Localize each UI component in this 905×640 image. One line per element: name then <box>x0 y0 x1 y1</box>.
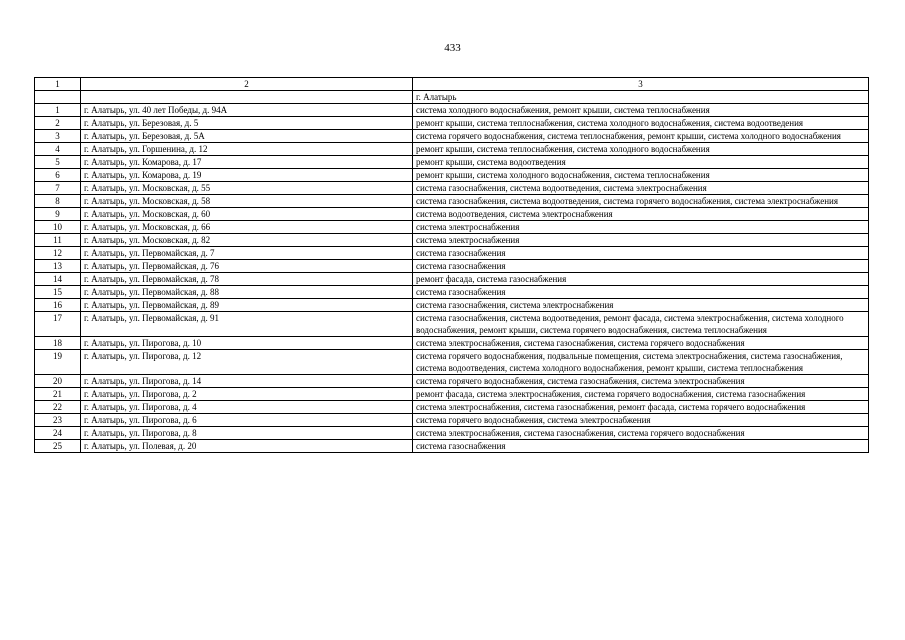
address-cell: г. Алатырь, ул. Пирогова, д. 14 <box>81 375 413 388</box>
works-cell: система электроснабжения, система газоснабжения, система горячего водоснабжения <box>413 337 869 350</box>
row-number-cell: 3 <box>35 130 81 143</box>
works-cell: система газоснабжения <box>413 286 869 299</box>
register-table <box>34 77 869 453</box>
row-number-cell: 11 <box>35 234 81 247</box>
works-cell: система газоснабжения, система электроснабжения <box>413 299 869 312</box>
table-row <box>35 234 869 247</box>
works-cell: система электроснабжения, система газоснабжения, система горячего водоснабжения <box>413 427 869 440</box>
address-cell: г. Алатырь, ул. Первомайская, д. 88 <box>81 286 413 299</box>
row-number-cell: 7 <box>35 182 81 195</box>
works-cell: система газоснабжения, система водоотведения, система электроснабжения <box>413 182 869 195</box>
address-cell: г. Алатырь, ул. Пирогова, д. 2 <box>81 388 413 401</box>
works-cell: ремонт крыши, система теплоснабжения, система холодного водоснабжения, система водоотведения <box>413 117 869 130</box>
table-row <box>35 414 869 427</box>
table-row <box>35 337 869 350</box>
works-cell: система электроснабжения, система газоснабжения, ремонт фасада, система горячего водоснабжения <box>413 401 869 414</box>
row-number-cell: 18 <box>35 337 81 350</box>
address-cell: г. Алатырь, ул. Московская, д. 58 <box>81 195 413 208</box>
works-cell: система газоснабжения <box>413 247 869 260</box>
table-row <box>35 104 869 117</box>
works-cell: ремонт фасада, система электроснабжения, система горячего водоснабжения, система газоснабжения <box>413 388 869 401</box>
table-row <box>35 182 869 195</box>
row-number-cell: 16 <box>35 299 81 312</box>
address-cell: г. Алатырь, ул. Первомайская, д. 7 <box>81 247 413 260</box>
city-group-empty-cell <box>81 91 413 104</box>
table-row <box>35 195 869 208</box>
address-cell: г. Алатырь, ул. Березовая, д. 5 <box>81 117 413 130</box>
address-cell: г. Алатырь, ул. Комарова, д. 17 <box>81 156 413 169</box>
row-number-cell: 23 <box>35 414 81 427</box>
table-row <box>35 440 869 453</box>
city-group-row <box>35 91 869 104</box>
works-cell: система газоснабжения, система водоотведения, ремонт фасада, система электроснабжения, система холодного водоснабжения, ремонт крыши, система горячего водоснабжения, система теплоснабжения <box>413 312 869 337</box>
works-cell: система горячего водоснабжения, система электроснабжения <box>413 414 869 427</box>
row-number-cell: 20 <box>35 375 81 388</box>
row-number-cell: 25 <box>35 440 81 453</box>
address-cell: г. Алатырь, ул. Горшенина, д. 12 <box>81 143 413 156</box>
row-number-cell: 21 <box>35 388 81 401</box>
row-number-cell: 14 <box>35 273 81 286</box>
works-cell: система горячего водоснабжения, подвальные помещения, система электроснабжения, система газоснабжения, система водоотведения, система холодного водоснабжения, ремонт крыши, система теплоснабжения <box>413 350 869 375</box>
row-number-cell: 15 <box>35 286 81 299</box>
row-number-cell: 17 <box>35 312 81 337</box>
address-cell: г. Алатырь, ул. Первомайская, д. 91 <box>81 312 413 337</box>
table-row <box>35 388 869 401</box>
table-row <box>35 208 869 221</box>
address-cell: г. Алатырь, ул. Московская, д. 66 <box>81 221 413 234</box>
table-row <box>35 221 869 234</box>
address-cell: г. Алатырь, ул. 40 лет Победы, д. 94А <box>81 104 413 117</box>
address-cell: г. Алатырь, ул. Московская, д. 55 <box>81 182 413 195</box>
row-number-cell: 1 <box>35 104 81 117</box>
works-cell: ремонт крыши, система теплоснабжения, система холодного водоснабжения <box>413 143 869 156</box>
works-cell: система холодного водоснабжения, ремонт крыши, система теплоснабжения <box>413 104 869 117</box>
works-cell: ремонт крыши, система холодного водоснабжения, система теплоснабжения <box>413 169 869 182</box>
table-row <box>35 143 869 156</box>
row-number-cell: 8 <box>35 195 81 208</box>
table-row <box>35 130 869 143</box>
address-cell: г. Алатырь, ул. Пирогова, д. 10 <box>81 337 413 350</box>
table-row <box>35 117 869 130</box>
row-number-cell: 24 <box>35 427 81 440</box>
row-number-cell: 12 <box>35 247 81 260</box>
table-row <box>35 427 869 440</box>
address-cell: г. Алатырь, ул. Пирогова, д. 12 <box>81 350 413 375</box>
city-group-empty-cell <box>35 91 81 104</box>
table-row <box>35 169 869 182</box>
address-cell: г. Алатырь, ул. Березовая, д. 5А <box>81 130 413 143</box>
row-number-cell: 2 <box>35 117 81 130</box>
row-number-cell: 9 <box>35 208 81 221</box>
column-header-3: 3 <box>413 78 869 91</box>
table-row <box>35 247 869 260</box>
city-group-heading: г. Алатырь <box>413 91 869 104</box>
works-cell: система горячего водоснабжения, система теплоснабжения, ремонт крыши, система холодного водоснабжения <box>413 130 869 143</box>
works-cell: система водоотведения, система электроснабжения <box>413 208 869 221</box>
address-cell: г. Алатырь, ул. Пирогова, д. 4 <box>81 401 413 414</box>
table-row <box>35 350 869 375</box>
works-cell: система газоснабжения <box>413 440 869 453</box>
address-cell: г. Алатырь, ул. Полевая, д. 20 <box>81 440 413 453</box>
table-row <box>35 286 869 299</box>
page-number: 433 <box>444 42 461 54</box>
address-cell: г. Алатырь, ул. Пирогова, д. 8 <box>81 427 413 440</box>
column-header-1: 1 <box>35 78 81 91</box>
address-cell: г. Алатырь, ул. Комарова, д. 19 <box>81 169 413 182</box>
address-cell: г. Алатырь, ул. Московская, д. 60 <box>81 208 413 221</box>
works-cell: система горячего водоснабжения, система газоснабжения, система электроснабжения <box>413 375 869 388</box>
table-row <box>35 260 869 273</box>
row-number-cell: 19 <box>35 350 81 375</box>
table-row <box>35 375 869 388</box>
column-number-header-row <box>35 78 869 91</box>
works-cell: система электроснабжения <box>413 221 869 234</box>
table-row <box>35 401 869 414</box>
column-header-2: 2 <box>81 78 413 91</box>
row-number-cell: 10 <box>35 221 81 234</box>
table-row <box>35 156 869 169</box>
table-body <box>35 104 869 453</box>
address-cell: г. Алатырь, ул. Московская, д. 82 <box>81 234 413 247</box>
table-row <box>35 312 869 337</box>
address-cell: г. Алатырь, ул. Первомайская, д. 78 <box>81 273 413 286</box>
works-cell: система газоснабжения, система водоотведения, система горячего водоснабжения, система электроснабжения <box>413 195 869 208</box>
works-cell: ремонт фасада, система газоснабжения <box>413 273 869 286</box>
address-cell: г. Алатырь, ул. Пирогова, д. 6 <box>81 414 413 427</box>
works-cell: система электроснабжения <box>413 234 869 247</box>
row-number-cell: 22 <box>35 401 81 414</box>
address-cell: г. Алатырь, ул. Первомайская, д. 89 <box>81 299 413 312</box>
works-cell: ремонт крыши, система водоотведения <box>413 156 869 169</box>
row-number-cell: 4 <box>35 143 81 156</box>
row-number-cell: 5 <box>35 156 81 169</box>
works-cell: система газоснабжения <box>413 260 869 273</box>
address-cell: г. Алатырь, ул. Первомайская, д. 76 <box>81 260 413 273</box>
table-row <box>35 273 869 286</box>
table-row <box>35 299 869 312</box>
row-number-cell: 6 <box>35 169 81 182</box>
row-number-cell: 13 <box>35 260 81 273</box>
